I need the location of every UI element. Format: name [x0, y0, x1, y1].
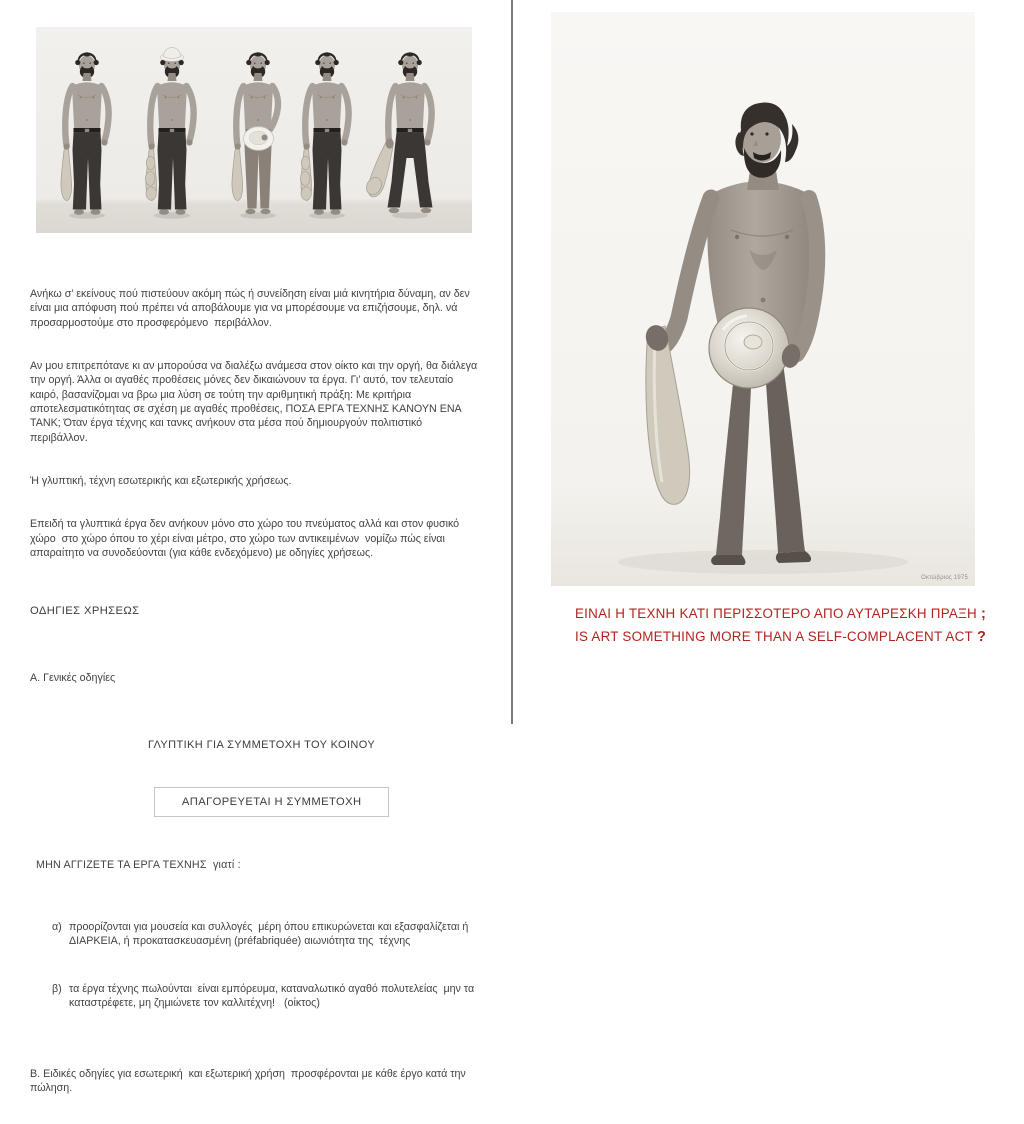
reason-marker-b: β): [52, 982, 62, 995]
caption-greek-text: ΕΙΝΑΙ Η ΤΕΧΝΗ ΚΑΤΙ ΠΕΡΙΣΣΟΤΕΡΟ ΑΠΟ ΑΥΤΑΡΕΣΚΗ ΠΡΑΞΗ: [575, 606, 977, 621]
intro-paragraph-3: Ή γλυπτική, τέχνη εσωτερικής και εξωτερικής χρήσεως.: [30, 475, 292, 488]
caption-english-punct: ?: [976, 628, 987, 645]
reason-text-a: προορίζονται για μουσεία και συλλογές μέρη όπου επικυρώνεται και εξασφαλίζεται ή ΔΙΑΡΚΕΙΑ, ή προκατασκευασμένη (préfabriquée) αιωνιότητα της τέχνης: [69, 921, 471, 948]
intro-paragraph-2: Αν μου επιτρεπότανε κι αν μπορούσα να διαλέξω ανάμεσα στον οίκτο και την οργή, θα διάλεγα την οργή. Άλλα οι αγαθές προθέσεις μόνες δεν δικαιώνουν τα έργα. Γι’ αυτό, τον τελευταίο καιρό, βασανίζομαι να βρω μια λύση σε τούτη την αριθμητική πράξη: Με κριτήρια αποτελεσματικότητας σε σχέση με αγαθές προθέσεις, ΠΟΣΑ ΕΡΓΑ ΤΕΧΝΗΣ ΚΑΝΟΥΝ ΕΝΑ ΤΑΝΚ; Όταν έργα τέχνης και τανκς ανήκουν στα μέσα πού δημιουργούν πολιτιστικό περιβάλλον.: [30, 359, 481, 444]
photo-strip: [36, 27, 472, 233]
section-heading-instructions: ΟΔΗΓΙΕΣ ΧΡΗΣΕΩΣ: [30, 604, 140, 617]
forbidden-participation-box: [154, 787, 390, 816]
left-text-column: [30, 258, 482, 1124]
reason-marker-a: α): [52, 921, 62, 934]
reason-item-b: [52, 982, 482, 1011]
caption-english-text: IS ART SOMETHING MORE THAN A SELF-COMPLACENT ACT: [575, 628, 973, 644]
subsection-b-paragraph: Β. Ειδικές οδηγίες για εσωτερική και εξωτερική χρήση προσφέρονται με κάθε έργο κατά την πώληση.: [30, 1067, 469, 1095]
caption-greek: [575, 603, 986, 626]
artwork-photo-figure: [551, 12, 975, 586]
participation-title: ΓΛΥΠΤΙΚΗ ΓΙΑ ΣΥΜΜΕΤΟΧΗ ΤΟΥ ΚΟΙΝΟΥ: [148, 739, 376, 751]
intro-paragraph-1: Ανήκω σ’ εκείνους πού πιστεύουν ακόμη πώς ή συνείδηση είναι μιά κινητήρια δύναμη, αν δεν είναι μια απόφυση πού πρέπει νά αποβάλουμε για να μπορέσουμε να επιζήσουμε, δηλ. νά προσαρμοστούμε στο προσφερόμενο περιβάλλον.: [30, 287, 473, 329]
left-page: [0, 0, 511, 1095]
reason-text-b: τα έργα τέχνης πωλούνται είναι εμπόρευμα, καταναλωτικό αγαθό πολυτελείας μην τα καταστρέφετε, μη ζημιώνετε τον καλλιτέχνη! (οίκτος): [69, 982, 478, 1010]
caption-greek-punct: ;: [980, 606, 987, 622]
caption-english: [575, 626, 986, 649]
photo-strip-figures: [36, 27, 472, 233]
subsection-a-heading: Α. Γενικές οδηγίες: [30, 672, 116, 685]
right-page: [513, 0, 1024, 724]
reason-item-a: [52, 920, 482, 949]
photo-caption: Οκτώβριος 1975: [921, 575, 968, 581]
caption-block: [575, 603, 986, 648]
forbidden-participation-label: ΑΠΑΓΟΡΕΥΕΤΑΙ Η ΣΥΜΜΕΤΟΧΗ: [181, 796, 362, 809]
artwork-photo: [551, 12, 975, 586]
warning-line: ΜΗΝ ΑΓΓΙΖΕΤΕ ΤΑ ΕΡΓΑ ΤΕΧΝΗΣ γιατί :: [36, 859, 241, 872]
intro-paragraph-4: Επειδή τα γλυπτικά έργα δεν ανήκουν μόνο στο χώρο του πνεύματος αλλά και στον φυσικό χώρο στο χώρο όπου το χέρι είναι μέτρο, στο χώρο των αντικειμένων νομίζω πώς είναι απαραίτητο να συνοδεύονται (για κάθε ενδεχόμενο) με οδηγίες χρήσεως.: [30, 518, 463, 560]
